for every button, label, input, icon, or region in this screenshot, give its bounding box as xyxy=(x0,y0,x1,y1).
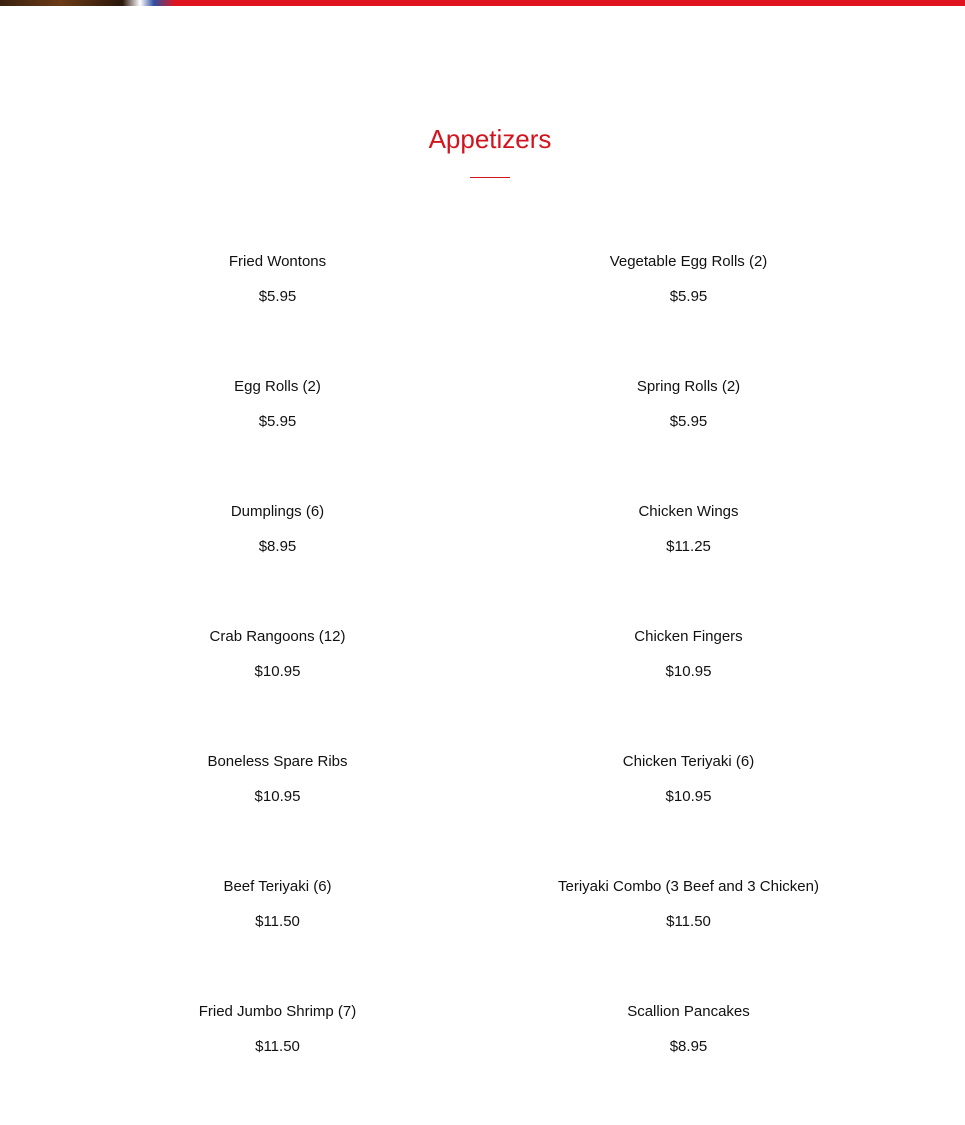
menu-item xyxy=(72,1000,483,1125)
item-price: $10.95 xyxy=(665,663,712,680)
item-price: $8.95 xyxy=(258,538,297,555)
banner-food-image-strip xyxy=(0,0,175,6)
menu-item xyxy=(72,625,483,750)
item-name: Egg Rolls (2) xyxy=(234,378,321,395)
menu-item xyxy=(483,1000,894,1125)
item-name: Vegetable Egg Rolls (2) xyxy=(609,253,768,270)
section-title: Appetizers xyxy=(428,124,552,154)
item-price: $11.50 xyxy=(255,1038,300,1055)
menu-item xyxy=(72,875,483,1000)
menu-item xyxy=(72,500,483,625)
item-price: $11.50 xyxy=(255,913,300,930)
item-price: $5.95 xyxy=(669,413,708,430)
item-price: $5.95 xyxy=(258,413,297,430)
item-price: $10.95 xyxy=(254,788,301,805)
menu-item xyxy=(483,375,894,500)
item-name: Spring Rolls (2) xyxy=(636,378,741,395)
menu-item xyxy=(72,750,483,875)
menu-item xyxy=(72,375,483,500)
menu-item xyxy=(483,250,894,375)
menu-item xyxy=(72,250,483,375)
item-price: $10.95 xyxy=(254,663,301,680)
menu-item xyxy=(483,500,894,625)
item-name: Chicken Fingers xyxy=(634,628,743,645)
item-name: Boneless Spare Ribs xyxy=(207,753,348,770)
item-name: Fried Wontons xyxy=(228,253,327,270)
menu-item xyxy=(483,750,894,875)
item-price: $11.25 xyxy=(666,538,711,555)
item-name: Fried Jumbo Shrimp (7) xyxy=(198,1003,357,1020)
menu-grid xyxy=(72,250,894,1125)
item-name: Dumplings (6) xyxy=(230,503,325,520)
menu-item xyxy=(483,875,894,1000)
item-price: $5.95 xyxy=(258,288,297,305)
item-name: Crab Rangoons (12) xyxy=(209,628,346,645)
item-name: Scallion Pancakes xyxy=(627,1003,750,1020)
item-price: $11.50 xyxy=(666,913,711,930)
item-price: $8.95 xyxy=(669,1038,708,1055)
item-price: $10.95 xyxy=(665,788,712,805)
item-name: Beef Teriyaki (6) xyxy=(223,878,332,895)
item-price: $5.95 xyxy=(669,288,708,305)
item-name: Chicken Teriyaki (6) xyxy=(622,753,755,770)
item-name: Chicken Wings xyxy=(638,503,739,520)
top-banner xyxy=(0,0,965,6)
item-name: Teriyaki Combo (3 Beef and 3 Chicken) xyxy=(558,878,819,895)
title-divider xyxy=(470,177,510,178)
menu-item xyxy=(483,625,894,750)
